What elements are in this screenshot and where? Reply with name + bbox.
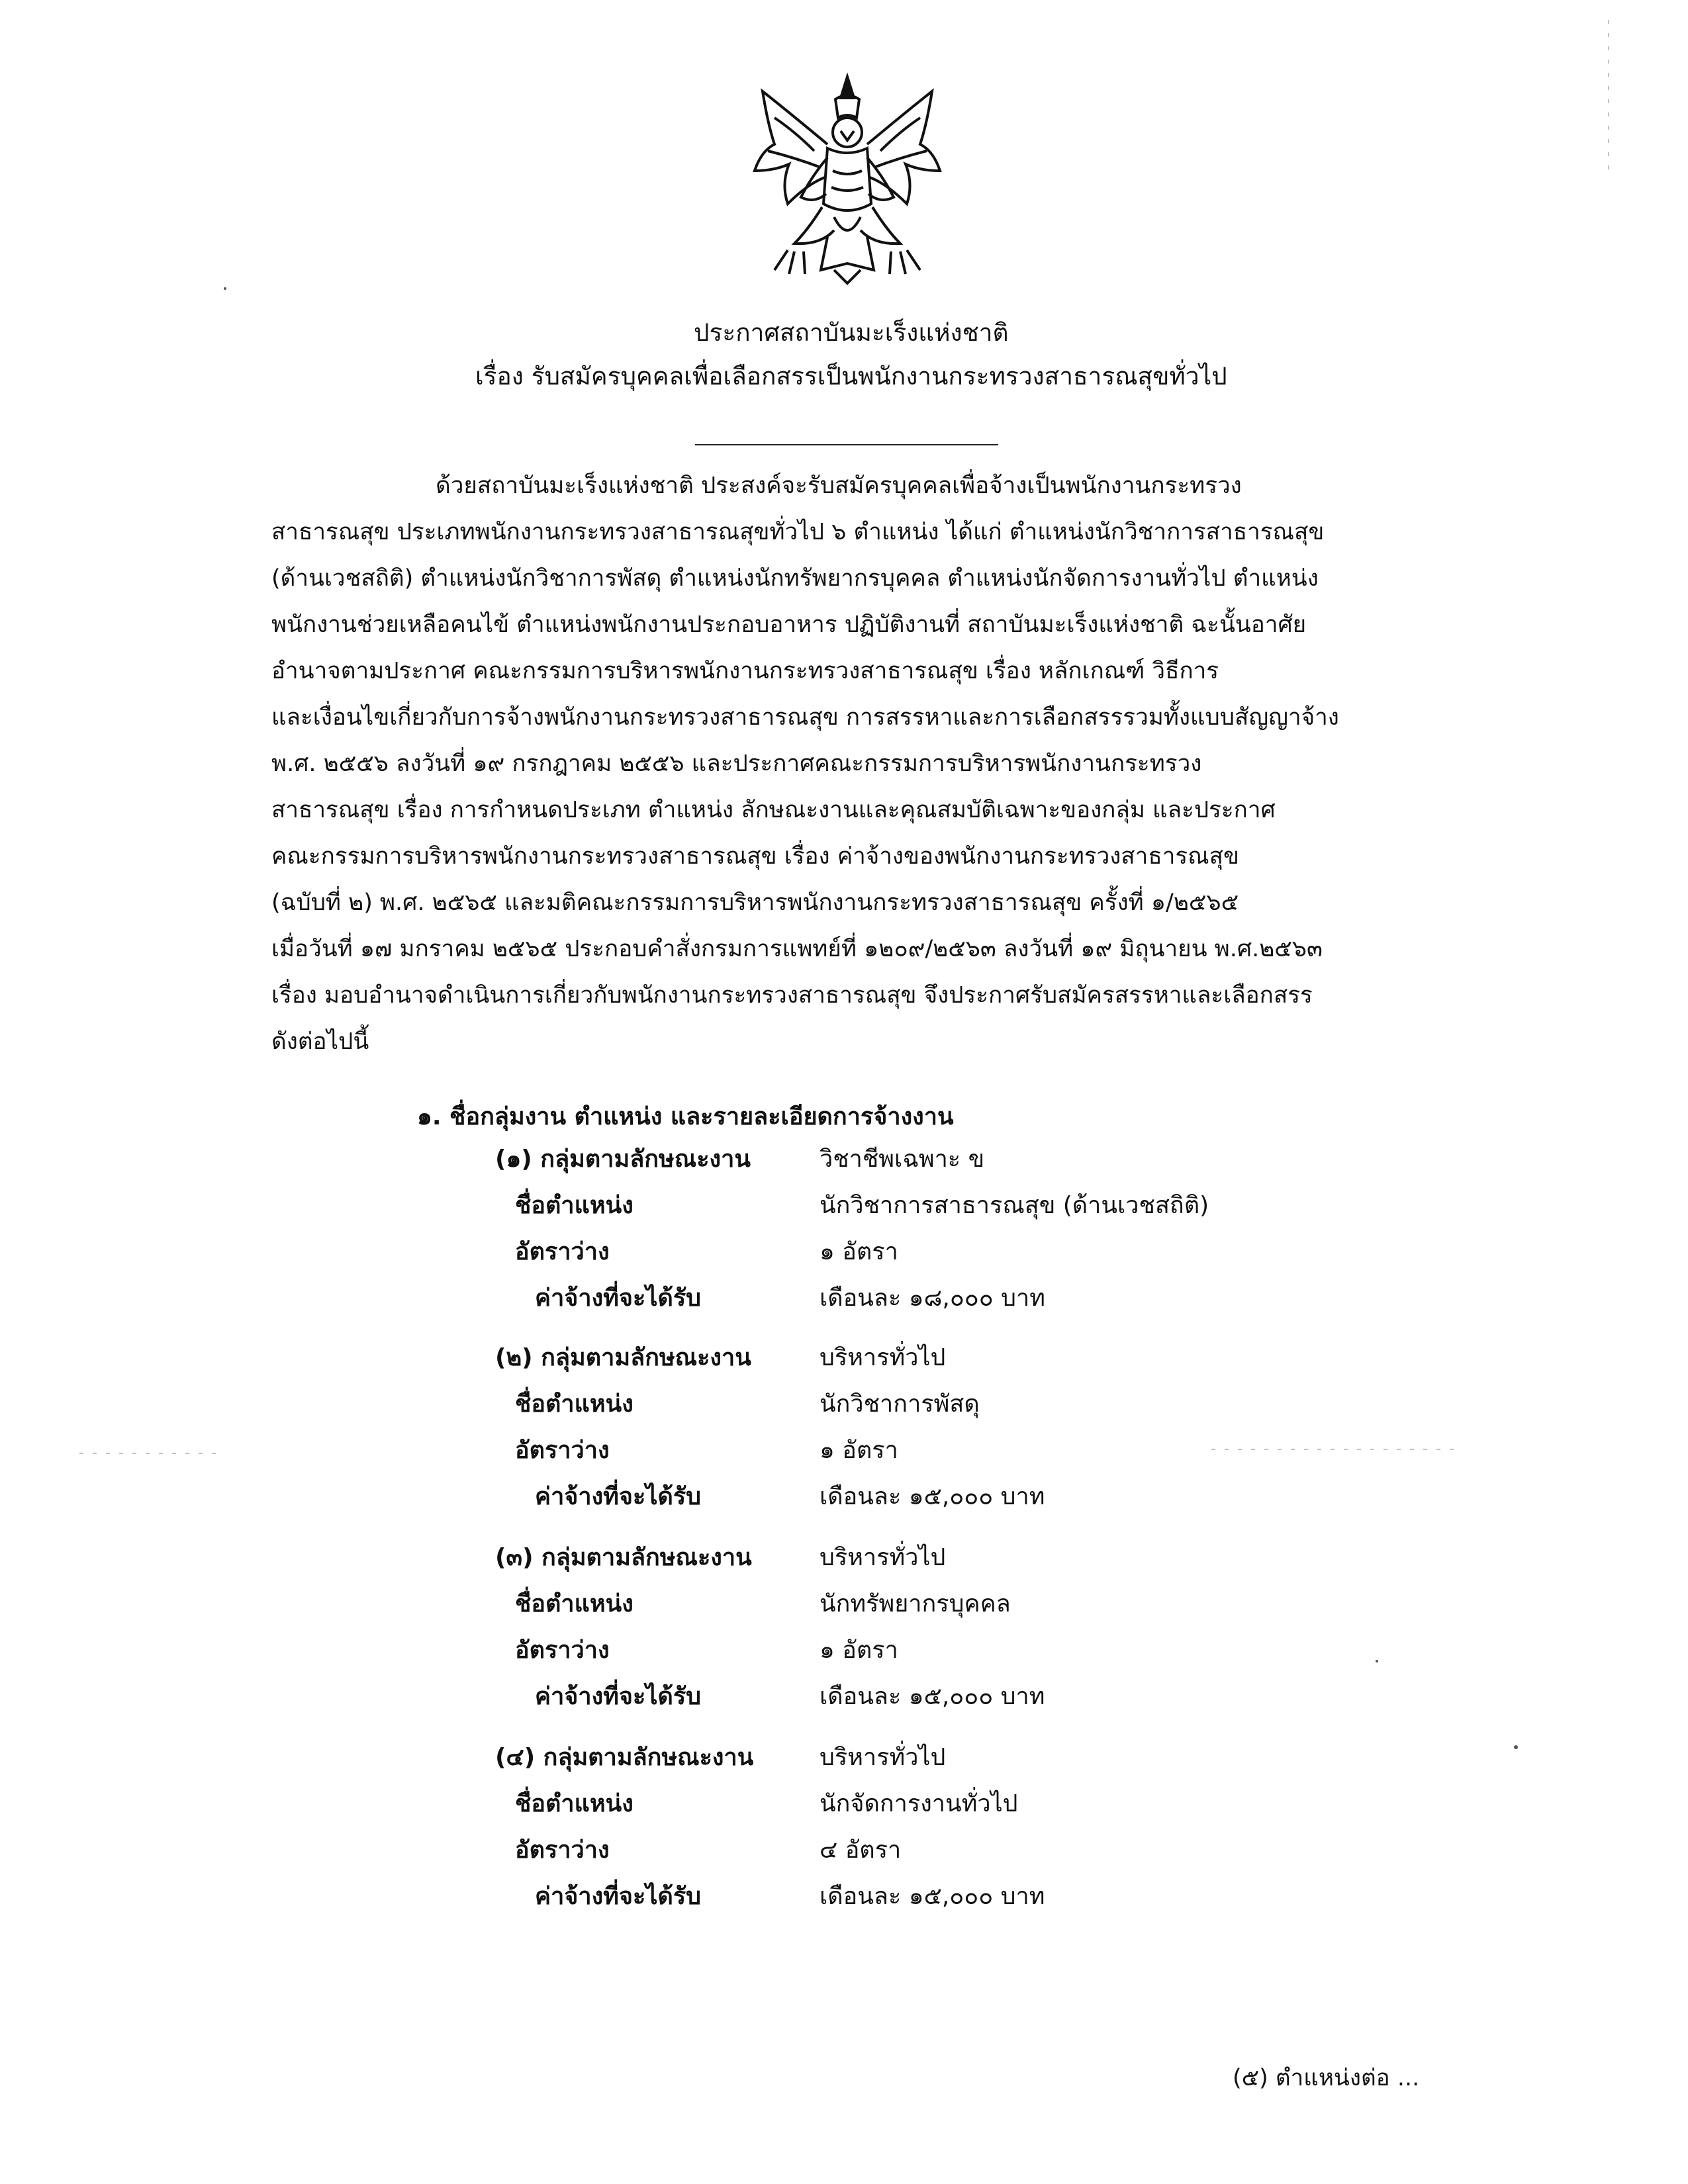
rate-value: ๑ อัตรา: [820, 1637, 898, 1664]
rate-label: อัตราว่าง: [515, 1437, 610, 1464]
rate-row: [495, 1831, 1323, 1870]
title-value: นักจัดการงานทั่วไป: [820, 1790, 1018, 1817]
wage-row: [495, 1677, 1323, 1717]
group-value: บริหารทั่วไป: [820, 1344, 946, 1371]
paragraph-line: ดังต่อไปนี้: [271, 1028, 369, 1055]
wage-row: [495, 1877, 1323, 1917]
rate-row: [495, 1431, 1323, 1471]
paragraph-line: และเงื่อนไขเกี่ยวกับการจ้างพนักงานกระทรวงสาธารณสุข การสรรหาและการเลือกสรรรวมทั้งแบบสัญญาจ้าง: [271, 704, 1339, 731]
paragraph-line: พ.ศ. ๒๕๕๖ ลงวันที่ ๑๙ กรกฎาคม ๒๕๕๖ และประกาศคณะกรรมการบริหารพนักงานกระทรวง: [271, 751, 1202, 777]
paragraph-line: สาธารณสุข เรื่อง การกำหนดประเภท ตำแหน่ง ลักษณะงานและคุณสมบัติเฉพาะของกลุ่ม และประกาศ: [271, 797, 1276, 823]
rate-value: ๔ อัตรา: [820, 1837, 902, 1864]
document-title: ประกาศสถาบันมะเร็งแห่งชาติ: [694, 318, 1009, 347]
rate-label: อัตราว่าง: [515, 1837, 610, 1864]
rate-row: [495, 1232, 1323, 1272]
title-label: ชื่อตำแหน่ง: [515, 1790, 633, 1817]
wage-row: [495, 1477, 1323, 1517]
group-label: (๑) กลุ่มตามลักษณะงาน: [495, 1146, 751, 1173]
title-label: ชื่อตำแหน่ง: [515, 1192, 633, 1219]
continuation-note: (๕) ตำแหน่งต่อ ...: [1233, 2065, 1420, 2091]
group-value: บริหารทั่วไป: [820, 1544, 946, 1571]
title-row: [495, 1584, 1323, 1624]
wage-label: ค่าจ้างที่จะได้รับ: [535, 1285, 702, 1312]
paragraph-line: (ฉบับที่ ๒) พ.ศ. ๒๕๖๕ และมติคณะกรรมการบริหารพนักงานกระทรวงสาธารณสุข ครั้งที่ ๑/๒๕๖๕: [271, 889, 1239, 916]
title-row: [495, 1784, 1323, 1824]
wage-value: เดือนละ ๑๕,๐๐๐ บาท: [820, 1883, 1045, 1910]
garuda-emblem-icon: [748, 71, 947, 290]
document-subject: เรื่อง รับสมัครบุคคลเพื่อเลือกสรรเป็นพนักงานกระทรวงสาธารณสุขทั่วไป: [475, 362, 1227, 390]
title-value: นักวิชาการสาธารณสุข (ด้านเวชสถิติ): [820, 1192, 1209, 1219]
title-label: ชื่อตำแหน่ง: [515, 1590, 633, 1617]
paragraph-line: อำนาจตามประกาศ คณะกรรมการบริหารพนักงานกระทรวงสาธารณสุข เรื่อง หลักเกณฑ์ วิธีการ: [271, 658, 1219, 684]
group-row: [495, 1338, 1323, 1378]
title-value: นักวิชาการพัสดุ: [820, 1390, 980, 1418]
group-label: (๒) กลุ่มตามลักษณะงาน: [495, 1344, 751, 1371]
title-row: [495, 1186, 1323, 1226]
rate-label: อัตราว่าง: [515, 1637, 610, 1664]
paragraph-line: (ด้านเวชสถิติ) ตำแหน่งนักวิชาการพัสดุ ตำแหน่งนักทรัพยากรบุคคล ตำแหน่งนักจัดการงานทั่วไป ตำแหน่ง: [271, 565, 1319, 592]
wage-row: [495, 1279, 1323, 1318]
section-heading: ๑. ชื่อกลุ่มงาน ตำแหน่ง และรายละเอียดการจ้างงาน: [417, 1103, 954, 1130]
wage-label: ค่าจ้างที่จะได้รับ: [535, 1483, 702, 1510]
group-label: (๔) กลุ่มตามลักษณะงาน: [495, 1744, 754, 1771]
rate-label: อัตราว่าง: [515, 1238, 610, 1265]
paragraph-line: คณะกรรมการบริหารพนักงานกระทรวงสาธารณสุข เรื่อง ค่าจ้างของพนักงานกระทรวงสาธารณสุข: [271, 843, 1239, 870]
group-row: [495, 1538, 1323, 1578]
wage-label: ค่าจ้างที่จะได้รับ: [535, 1683, 702, 1710]
group-value: วิชาชีพเฉพาะ ข: [820, 1146, 985, 1173]
rate-value: ๑ อัตรา: [820, 1238, 898, 1265]
paragraph-line: ด้วยสถาบันมะเร็งแห่งชาติ ประสงค์จะรับสมัครบุคคลเพื่อจ้างเป็นพนักงานกระทรวง: [436, 473, 1242, 499]
rate-value: ๑ อัตรา: [820, 1437, 898, 1464]
paragraph-line: สาธารณสุข ประเภทพนักงานกระทรวงสาธารณสุขทั่วไป ๖ ตำแหน่ง ได้แก่ ตำแหน่งนักวิชาการสาธารณสุข: [271, 519, 1325, 545]
title-label: ชื่อตำแหน่ง: [515, 1390, 633, 1418]
title-value: นักทรัพยากรบุคคล: [820, 1590, 1011, 1617]
wage-value: เดือนละ ๑๕,๐๐๐ บาท: [820, 1683, 1045, 1710]
title-divider: [695, 444, 998, 445]
wage-value: เดือนละ ๑๘,๐๐๐ บาท: [820, 1285, 1045, 1312]
group-row: [495, 1140, 1323, 1179]
group-row: [495, 1738, 1323, 1778]
group-label: (๓) กลุ่มตามลักษณะงาน: [495, 1544, 752, 1571]
paragraph-line: เมื่อวันที่ ๑๗ มกราคม ๒๕๖๕ ประกอบคำสั่งกรมการแพทย์ที่ ๑๒๐๙/๒๕๖๓ ลงวันที่ ๑๙ มิถุนายน พ.ศ.๒๕๖๓: [271, 936, 1323, 962]
wage-value: เดือนละ ๑๕,๐๐๐ บาท: [820, 1483, 1045, 1510]
wage-label: ค่าจ้างที่จะได้รับ: [535, 1883, 702, 1910]
group-value: บริหารทั่วไป: [820, 1744, 946, 1771]
paragraph-line: เรื่อง มอบอำนาจดำเนินการเกี่ยวกับพนักงานกระทรวงสาธารณสุข จึงประกาศรับสมัครสรรหาและเลือกสรร: [271, 982, 1313, 1009]
title-row: [495, 1385, 1323, 1424]
paragraph-line: พนักงานช่วยเหลือคนไข้ ตำแหน่งพนักงานประกอบอาหาร ปฏิบัติงานที่ สถาบันมะเร็งแห่งชาติ ฉะนั้นอาศัย: [271, 612, 1307, 638]
rate-row: [495, 1631, 1323, 1670]
